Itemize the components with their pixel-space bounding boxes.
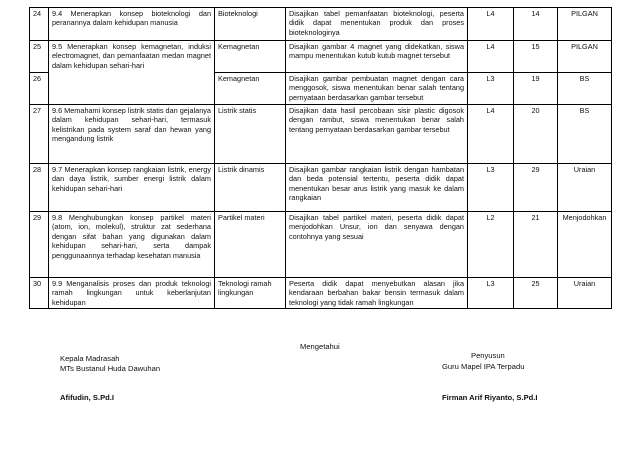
kompetensi-dasar: 9.7 Menerapkan konsep rangkaian listrik, energy dan daya listrik, sumber energi listrik dalam kehidupan sehari-hari [49, 164, 215, 212]
row-number: 26 [30, 73, 49, 105]
materi: Listrik statis [215, 105, 286, 164]
nomor-soal: 29 [514, 164, 558, 212]
level-kognitif: L3 [468, 164, 514, 212]
table-row [30, 105, 612, 164]
level-kognitif: L4 [468, 8, 514, 41]
level-kognitif: L2 [468, 212, 514, 278]
kompetensi-dasar: 9.9 Menganalisis proses dan produk teknologi ramah lingkungan untuk keberlanjutan kehidupan [49, 278, 215, 309]
row-number: 24 [30, 8, 49, 41]
level-kognitif: L4 [468, 41, 514, 73]
left-signer-role: Kepala Madrasah [60, 354, 120, 363]
right-signer-org: Guru Mapel IPA Terpadu [442, 362, 525, 371]
row-number: 29 [30, 212, 49, 278]
nomor-soal: 21 [514, 212, 558, 278]
indikator-soal: Disajikan data hasil percobaan sisir plastic digosok dengan rambut, siswa menentukan benar salah tentang pernyataan berdasarkan gambar tersebut [286, 105, 468, 164]
indikator-soal: Disajikan gambar 4 magnet yang didekatkan, siswa mampu menentukan kutub kutub magnet tersebut [286, 41, 468, 73]
nomor-soal: 19 [514, 73, 558, 105]
materi: Listrik dinamis [215, 164, 286, 212]
row-number: 27 [30, 105, 49, 164]
indikator-soal: Disajikan gambar rangkaian listrik dengan hambatan dan beda potensial tertentu, peserta didik dapat menentukan besar arus listrik yang masuk ke dalam rangkaian [286, 164, 468, 212]
materi: Partikel materi [215, 212, 286, 278]
table-row [30, 278, 612, 309]
table-row [30, 41, 612, 73]
level-kognitif: L4 [468, 105, 514, 164]
right-signer-name: Firman Arif Riyanto, S.Pd.I [442, 393, 538, 402]
kompetensi-dasar: 9.6 Memahami konsep listrik statis dan gejalanya dalam kehidupan sehari-hari, termasuk kelistrikan pada system saraf dan hewan yang mengandung listrik [49, 105, 215, 164]
bentuk-soal: Uraian [558, 278, 612, 309]
kompetensi-dasar: 9.8 Menghubungkan konsep partikel materi (atom, ion, molekul), struktur zat sederhana dengan sifat bahan yang digunakan dalam kehidupan sehari-hari, serta dampak penggunaannya terhadap kesehatan manusia [49, 212, 215, 278]
kompetensi-dasar: 9.5 Menerapkan konsep kemagnetan, induksi electromagnet, dan pemanfaatan medan magnet dalam kehidupan sehari-hari [49, 41, 215, 105]
materi: Bioteknologi [215, 8, 286, 41]
bentuk-soal: BS [558, 105, 612, 164]
row-number: 25 [30, 41, 49, 73]
materi: Kemagnetan [215, 73, 286, 105]
materi: Kemagnetan [215, 41, 286, 73]
kompetensi-dasar: 9.4 Menerapkan konsep bioteknologi dan peranannya dalam kehidupan manusia [49, 8, 215, 41]
bentuk-soal: Uraian [558, 164, 612, 212]
nomor-soal: 15 [514, 41, 558, 73]
row-number: 30 [30, 278, 49, 309]
indikator-soal: Disajikan tabel partikel materi, peserta didik dapat menjodohkan Unsur, ion dan senyawa dengan contohnya yang sesuai [286, 212, 468, 278]
mengetahui-label: Mengetahui [300, 342, 340, 351]
left-signer-name: Afifudin, S.Pd.I [60, 393, 114, 402]
right-signer-role: Penyusun [471, 351, 505, 360]
table-row [30, 212, 612, 278]
nomor-soal: 20 [514, 105, 558, 164]
indikator-soal: Disajikan tabel pemanfaatan bioteknologi, peserta didik dapat menentukan produk dan proses bioteknologinya [286, 8, 468, 41]
materi: Teknologi ramah lingkungan [215, 278, 286, 309]
indikator-soal: Peserta didik dapat menyebutkan alasan jika kendaraan berbahan bakar bensin termasuk dalam teknologi yang tidak ramah lingkungan [286, 278, 468, 309]
bentuk-soal: BS [558, 73, 612, 105]
row-number: 28 [30, 164, 49, 212]
table-row [30, 164, 612, 212]
bentuk-soal: Menjodohkan [558, 212, 612, 278]
indikator-soal: Disajikan gambar pembuatan magnet dengan cara menggosok, siswa menentukan benar salah tentang pernyataan berdasarkan gambar tersebut [286, 73, 468, 105]
level-kognitif: L3 [468, 278, 514, 309]
bentuk-soal: PILGAN [558, 8, 612, 41]
left-signer-org: MTs Bustanul Huda Dawuhan [60, 364, 161, 373]
table-row [30, 8, 612, 41]
kisi-kisi-table [29, 7, 612, 309]
level-kognitif: L3 [468, 73, 514, 105]
bentuk-soal: PILGAN [558, 41, 612, 73]
nomor-soal: 25 [514, 278, 558, 309]
nomor-soal: 14 [514, 8, 558, 41]
